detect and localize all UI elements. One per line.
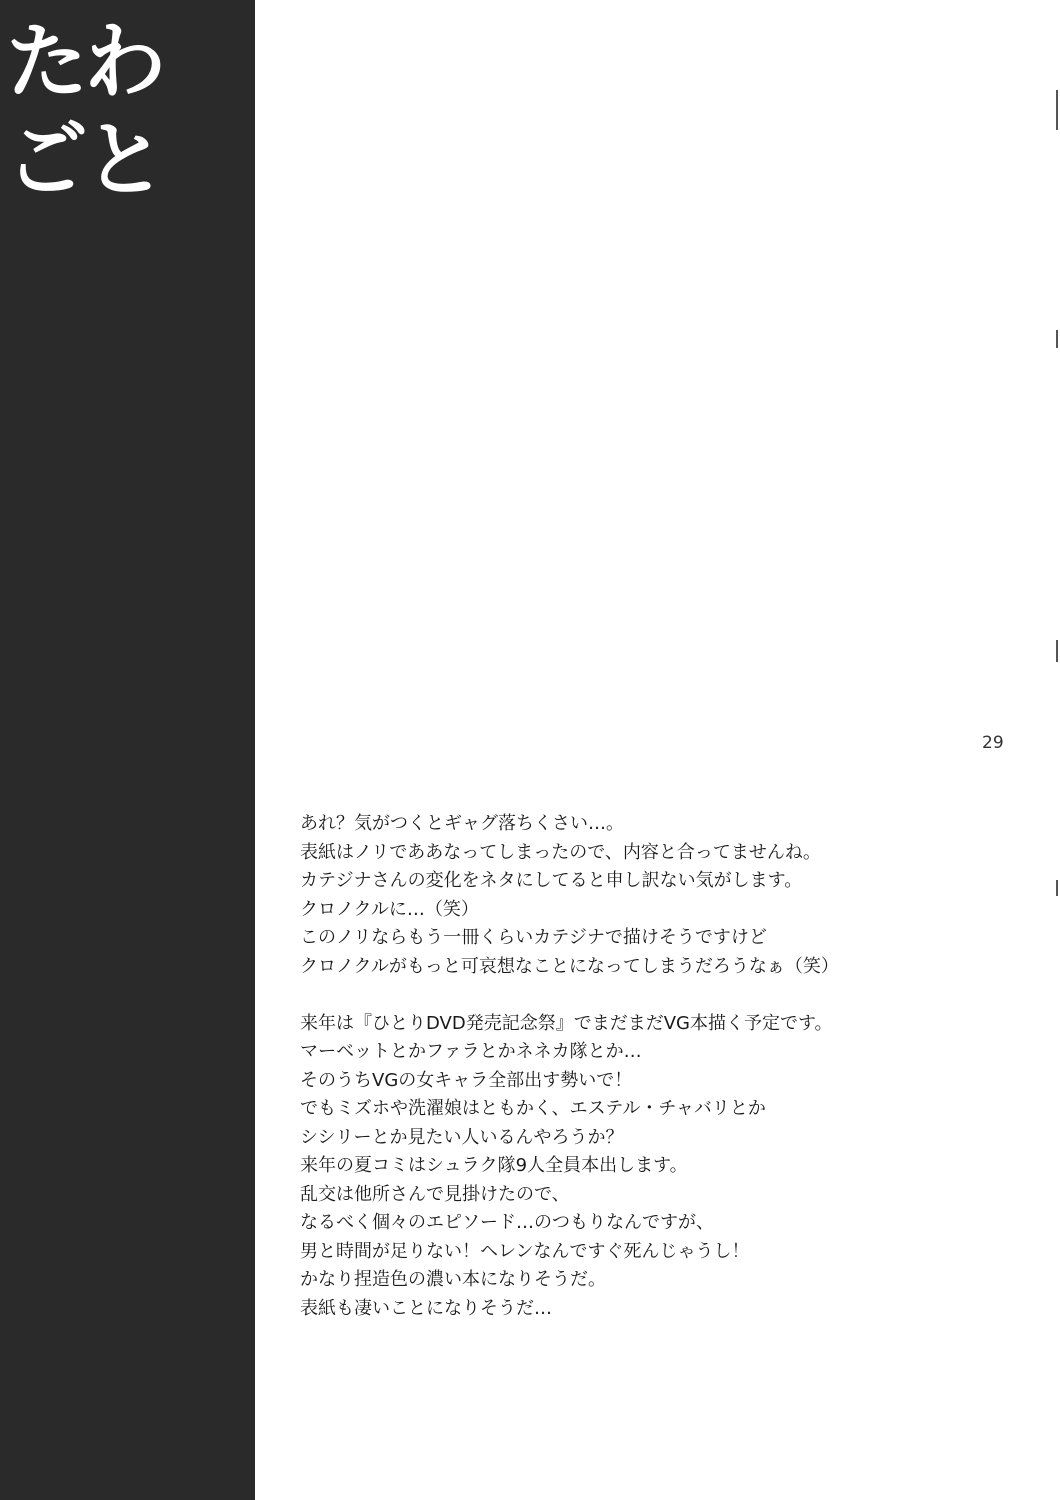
text-line: シシリーとか見たい人いるんやろうか？ [300, 1126, 624, 1148]
body-text [300, 810, 1040, 1323]
side-bar [0, 0, 255, 1500]
paragraph [300, 1010, 1040, 1324]
paragraph [300, 810, 1040, 981]
title-line-1: たわ [6, 15, 163, 110]
text-line: かなり捏造色の濃い本になりそうだ。 [300, 1269, 606, 1290]
text-line: なるべく個々のエピソード…のつもりなんですが、 [300, 1212, 714, 1233]
text-line: クロノクルに…（笑） [300, 898, 479, 920]
scan-edge-mark [1056, 90, 1058, 130]
text-line: マーベットとかファラとかネネカ隊とか… [300, 1041, 642, 1062]
scan-edge-mark [1056, 880, 1058, 896]
text-line: 男と時間が足りない！ヘレンなんですぐ死んじゃうし！ [300, 1240, 750, 1262]
page-title [6, 14, 162, 210]
page-number: 29 [982, 733, 1004, 753]
text-line: 表紙はノリでああなってしまったので、内容と合ってませんね。 [300, 841, 821, 863]
text-line: クロノクルがもっと可哀想なことになってしまうだろうなぁ（笑） [300, 955, 839, 977]
text-line: そのうちVGの女キャラ全部出す勢いで！ [300, 1069, 633, 1091]
text-line: 来年の夏コミはシュラク隊9人全員本出します。 [300, 1155, 688, 1176]
text-line: 乱交は他所さんで見掛けたので、 [300, 1183, 570, 1205]
text-line: でもミズホや洗濯娘はともかく、エステル・チャバリとか [300, 1098, 766, 1119]
text-line: カテジナさんの変化をネタにしてると申し訳ない気がします。 [300, 870, 803, 891]
text-line: 表紙も凄いことになりそうだ… [300, 1297, 552, 1319]
scan-edge-mark [1056, 640, 1058, 662]
title-line-2: ごと [6, 113, 163, 208]
text-line: このノリならもう一冊くらいカテジナで描けそうですけど [300, 927, 767, 948]
text-line: 来年は『ひとりDVD発売記念祭』でまだまだVG本描く予定です。 [300, 1012, 833, 1034]
text-line: あれ？気がつくとギャグ落ちくさい…。 [300, 813, 624, 834]
scan-edge-mark [1056, 330, 1058, 348]
